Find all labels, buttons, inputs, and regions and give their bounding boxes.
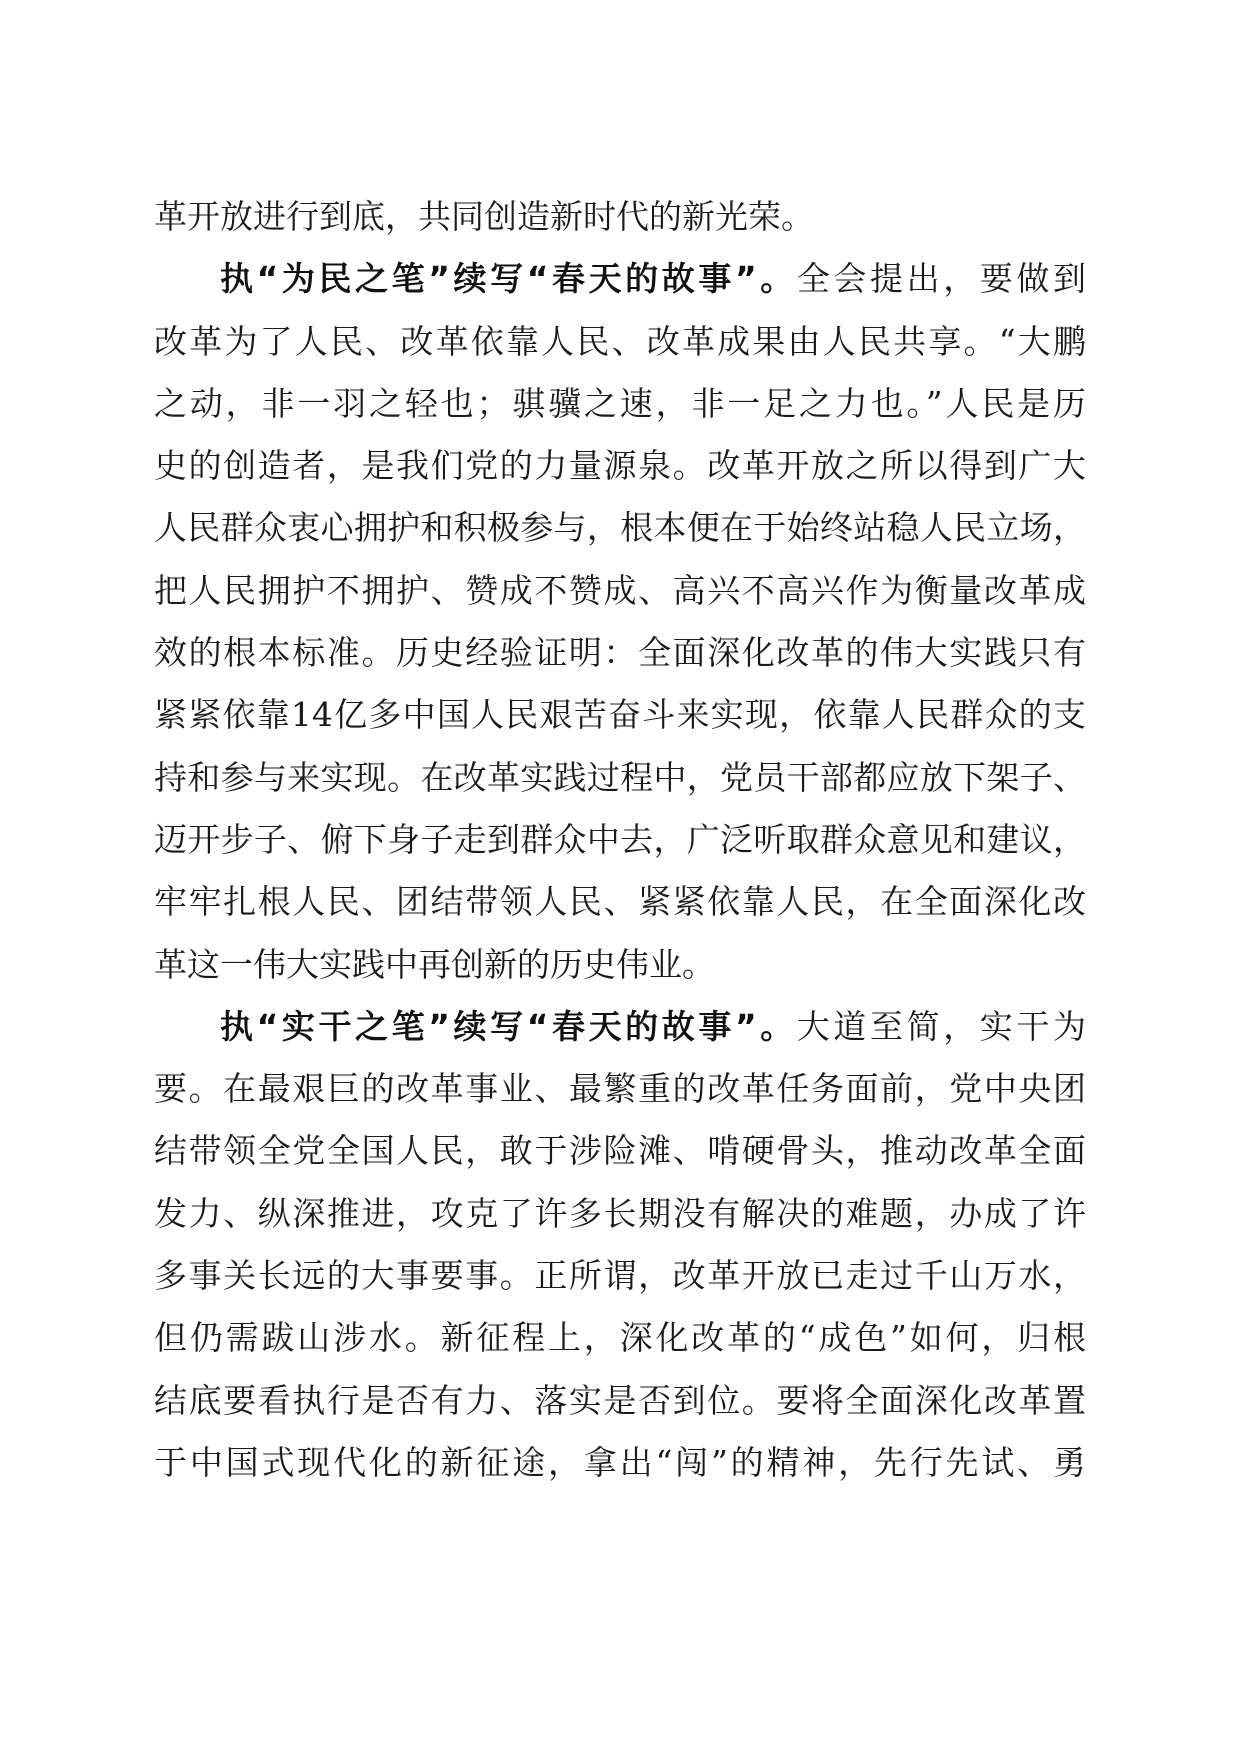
paragraph-heading: 执“为民之笔”续写“春天的故事”。 xyxy=(220,259,797,299)
paragraph-heading: 执“实干之笔”续写“春天的故事”。 xyxy=(220,1006,797,1046)
text-line: 但仍需跋山涉水。新征程上，深化改革的“成色”如何，归根 xyxy=(154,1318,1086,1358)
paragraph-heading-line xyxy=(154,996,1086,1058)
text-line: 紧紧依靠14亿多中国人民艰苦奋斗来实现，依靠人民群众的支 xyxy=(154,695,1086,735)
text-line: 持和参与来实现。在改革实践过程中，党员干部都应放下架子、 xyxy=(154,757,1086,797)
text-line: 牢牢扎根人民、团结带领人民、紧紧依靠人民，在全面深化改 xyxy=(154,882,1086,922)
text-line: 结底要看执行是否有力、落实是否到位。要将全面深化改革置 xyxy=(154,1380,1086,1420)
text-line: 要。在最艰巨的改革事业、最繁重的改革任务面前，党中央团 xyxy=(154,1069,1086,1109)
paragraph-text: 大道至简，实干为 xyxy=(796,1006,1086,1046)
text-line: 史的创造者，是我们党的力量源泉。改革开放之所以得到广大 xyxy=(154,446,1086,486)
text-line: 革这一伟大实践中再创新的历史伟业。 xyxy=(154,944,715,984)
text-line: 迈开步子、俯下身子走到群众中去，广泛听取群众意见和建议， xyxy=(154,819,1086,859)
text-line: 革开放进行到底，共同创造新时代的新光荣。 xyxy=(154,197,814,236)
text-line: 结带领全党全国人民，敢于涉险滩、啃硬骨头，推动改革全面 xyxy=(154,1131,1086,1171)
text-line: 把人民拥护不拥护、赞成不赞成、高兴不高兴作为衡量改革成 xyxy=(154,570,1086,610)
paragraph-heading-line xyxy=(154,248,1086,310)
text-line: 效的根本标准。历史经验证明：全面深化改革的伟大实践只有 xyxy=(154,633,1086,673)
text-line: 多事关长远的大事要事。正所谓，改革开放已走过千山万水， xyxy=(154,1256,1086,1296)
text-line: 发力、纵深推进，攻克了许多长期没有解决的难题，办成了许 xyxy=(154,1193,1086,1233)
document-body xyxy=(154,186,1086,1494)
text-line: 改革为了人民、改革依靠人民、改革成果由人民共享。“大鹏 xyxy=(154,321,1086,361)
text-line: 于中国式现代化的新征途，拿出“闯”的精神，先行先试、勇 xyxy=(154,1442,1086,1482)
text-line: 人民群众衷心拥护和积极参与，根本便在于始终站稳人民立场， xyxy=(154,508,1086,548)
paragraph-text: 全会提出，要做到 xyxy=(796,259,1086,299)
text-line: 之动，非一羽之轻也；骐骥之速，非一足之力也。”人民是历 xyxy=(154,383,1086,423)
